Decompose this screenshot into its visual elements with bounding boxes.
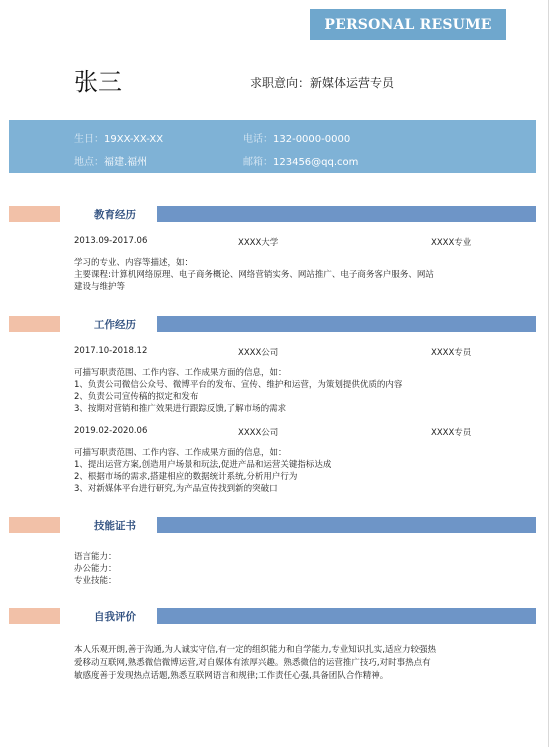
self-eval-line: 爱移动互联网,熟悉微信微博运营,对自媒体有浓厚兴趣。熟悉微信的运营推广技巧,对时事热点有 [74, 658, 431, 668]
education-desc-line: 学习的专业、内容等描述，如： [74, 258, 194, 268]
location-info [74, 153, 147, 168]
self-eval-line: 本人乐观开朗,善于沟通,为人诚实守信,有一定的组织能力和自学能力,专业知识扎实,适应力较强热 [74, 645, 437, 655]
skill-line: 语言能力： [74, 552, 117, 562]
birth-info [74, 130, 163, 145]
education-desc-line: 建设与维护等 [74, 282, 126, 292]
candidate-name: 张三 [74, 68, 122, 96]
education-major: XXXX专业 [431, 238, 472, 248]
job-desc-line: 可描写职责范围、工作内容、工作成果方面的信息，如： [74, 368, 287, 378]
work-section-title: 工作经历 [94, 319, 136, 331]
education-accent-bar [9, 206, 60, 222]
self-eval-divider-bar [157, 608, 536, 624]
location-value: 福建.福州 [104, 157, 148, 168]
location-label: 地点： [74, 157, 104, 168]
self-eval-line: 敏感度善于发现热点话题,熟悉互联网语言和规律;工作责任心强,具备团队合作精神。 [74, 671, 389, 681]
job-company: XXXX公司 [238, 348, 279, 358]
job-company: XXXX公司 [238, 428, 279, 438]
skill-line: 办公能力： [74, 564, 117, 574]
job-desc-line: 1、提出运营方案,创造用户场景和玩法,促进产品和运营关键指标达成 [74, 460, 332, 470]
education-divider-bar [157, 206, 536, 222]
job-desc-line: 2、负责公司宣传稿的拟定和发布 [74, 392, 199, 402]
education-desc-line: 主要课程:计算机网络原理、电子商务概论、网络营销实务、网站推广、电子商务客户服务、网站 [74, 270, 434, 280]
job-period: 2019.02-2020.06 [74, 426, 148, 436]
job-period: 2017.10-2018.12 [74, 346, 148, 356]
job-position: XXXX专员 [431, 428, 472, 438]
job-position: XXXX专员 [431, 348, 472, 358]
skills-accent-bar [9, 517, 60, 533]
work-accent-bar [9, 316, 60, 332]
self-eval-accent-bar [9, 608, 60, 624]
education-period: 2013.09-2017.06 [74, 236, 148, 246]
email-info [243, 153, 358, 168]
job-desc-line: 3、对新媒体平台进行研究,为产品宣传找到新的突破口 [74, 484, 278, 494]
education-school: XXXX大学 [238, 238, 279, 248]
education-section-title: 教育经历 [94, 209, 136, 221]
email-label: 邮箱： [243, 157, 273, 168]
job-intent: 求职意向：新媒体运营专员 [250, 76, 395, 90]
phone-value: 132-0000-0000 [273, 134, 351, 145]
skill-line: 专业技能： [74, 576, 117, 586]
job-desc-line: 可描写职责范围、工作内容、工作成果方面的信息，如： [74, 448, 287, 458]
email-value: 123456@qq.com [273, 157, 359, 168]
job-desc-line: 3、按期对营销和推广效果进行跟踪反馈,了解市场的需求 [74, 404, 287, 414]
job-desc-line: 2、根据市场的需求,搭建相应的数据统计系统,分析用户行为 [74, 472, 298, 482]
resume-brand-banner: PERSONAL RESUME [310, 9, 506, 40]
skills-divider-bar [157, 517, 536, 533]
phone-info [243, 130, 350, 145]
birth-value: 19XX-XX-XX [104, 134, 164, 145]
skills-section-title: 技能证书 [94, 520, 136, 532]
birth-label: 生日： [74, 134, 104, 145]
job-desc-line: 1、负责公司微信公众号、微博平台的发布、宣传、维护和运营，为策划提供优质的内容 [74, 380, 403, 390]
work-divider-bar [157, 316, 536, 332]
phone-label: 电话： [243, 134, 273, 145]
self-eval-section-title: 自我评价 [94, 611, 136, 623]
page-edge-rule [548, 0, 549, 747]
